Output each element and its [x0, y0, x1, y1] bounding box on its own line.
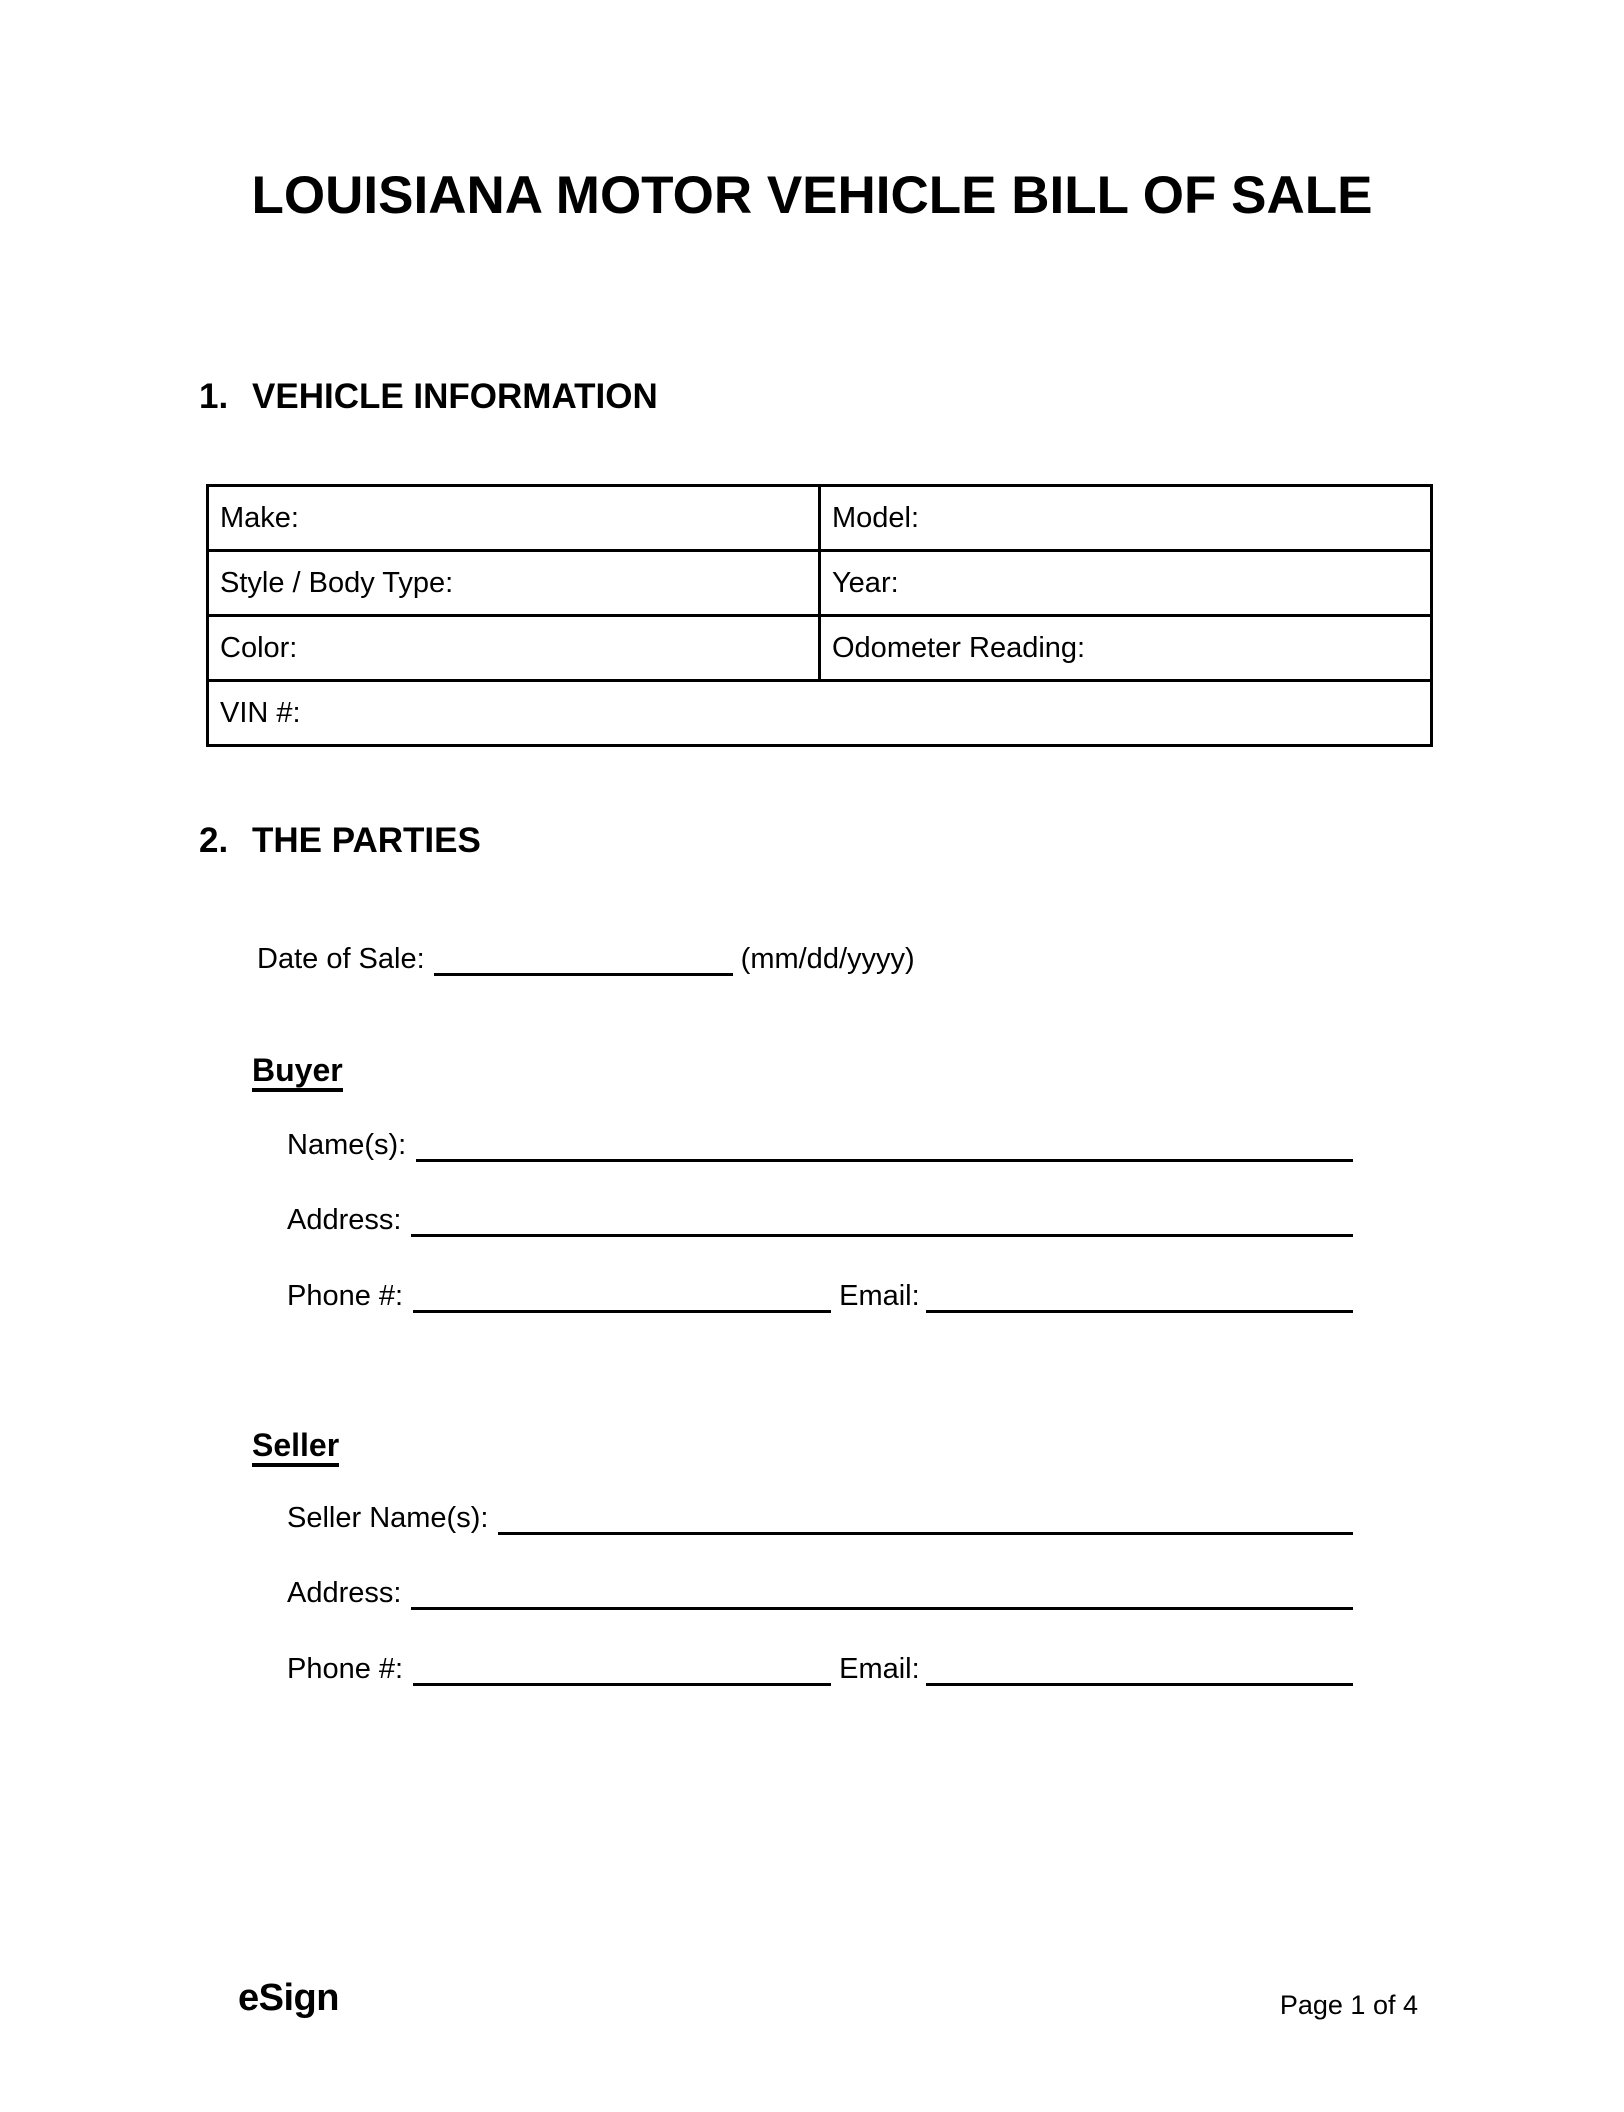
buyer-phone-email-row — [287, 1279, 1353, 1313]
buyer-address-input-line[interactable] — [411, 1206, 1353, 1237]
date-of-sale-row — [257, 942, 915, 976]
table-row — [208, 486, 1432, 551]
seller-address-row — [287, 1576, 1353, 1610]
buyer-phone-label: Phone #: — [287, 1280, 404, 1312]
section-title: THE PARTIES — [252, 821, 481, 860]
date-of-sale-input-line[interactable] — [434, 945, 733, 976]
buyer-name-label: Name(s): — [287, 1129, 407, 1161]
vin-field[interactable] — [208, 681, 1432, 746]
buyer-address-label: Address: — [287, 1204, 402, 1236]
table-row — [208, 616, 1432, 681]
style-body-type-field[interactable] — [208, 551, 820, 616]
seller-name-row — [287, 1501, 1353, 1535]
style-body-type-label: Style / Body Type: — [220, 566, 454, 599]
date-of-sale-label: Date of Sale: — [257, 943, 425, 975]
table-row — [208, 681, 1432, 746]
section-heading-vehicle-information — [199, 376, 658, 418]
color-label: Color: — [220, 631, 298, 664]
buyer-heading: Buyer — [252, 1052, 343, 1092]
buyer-email-label: Email: — [839, 1280, 920, 1312]
seller-address-input-line[interactable] — [411, 1579, 1353, 1610]
odometer-field[interactable] — [820, 616, 1432, 681]
seller-phone-label: Phone #: — [287, 1653, 404, 1685]
seller-phone-input-line[interactable] — [413, 1655, 831, 1686]
section-number: 1. — [199, 377, 229, 416]
seller-phone-email-row — [287, 1652, 1353, 1686]
color-field[interactable] — [208, 616, 820, 681]
page-title: LOUISIANA MOTOR VEHICLE BILL OF SALE — [251, 166, 1373, 225]
seller-email-input-line[interactable] — [926, 1655, 1353, 1686]
model-field[interactable] — [820, 486, 1432, 551]
page-indicator: Page 1 of 4 — [1279, 1990, 1418, 2020]
year-label: Year: — [832, 566, 899, 599]
make-field[interactable] — [208, 486, 820, 551]
date-format-hint: (mm/dd/yyyy) — [740, 943, 915, 975]
table-row — [208, 551, 1432, 616]
buyer-email-input-line[interactable] — [926, 1282, 1353, 1313]
vin-label: VIN #: — [220, 696, 301, 729]
buyer-name-input-line[interactable] — [416, 1131, 1353, 1162]
esign-logo: eSign — [238, 1977, 339, 2019]
section-title: VEHICLE INFORMATION — [252, 377, 658, 416]
section-number: 2. — [199, 821, 229, 860]
section-heading-the-parties — [199, 820, 481, 862]
buyer-phone-input-line[interactable] — [413, 1282, 831, 1313]
model-label: Model: — [832, 501, 920, 534]
odometer-label: Odometer Reading: — [832, 631, 1086, 664]
seller-email-label: Email: — [839, 1653, 920, 1685]
seller-address-label: Address: — [287, 1577, 402, 1609]
seller-heading: Seller — [252, 1427, 339, 1467]
make-label: Make: — [220, 501, 299, 534]
seller-name-label: Seller Name(s): — [287, 1502, 489, 1534]
buyer-name-row — [287, 1128, 1353, 1162]
year-field[interactable] — [820, 551, 1432, 616]
seller-name-input-line[interactable] — [498, 1504, 1353, 1535]
vehicle-info-table — [206, 484, 1433, 747]
buyer-address-row — [287, 1203, 1353, 1237]
